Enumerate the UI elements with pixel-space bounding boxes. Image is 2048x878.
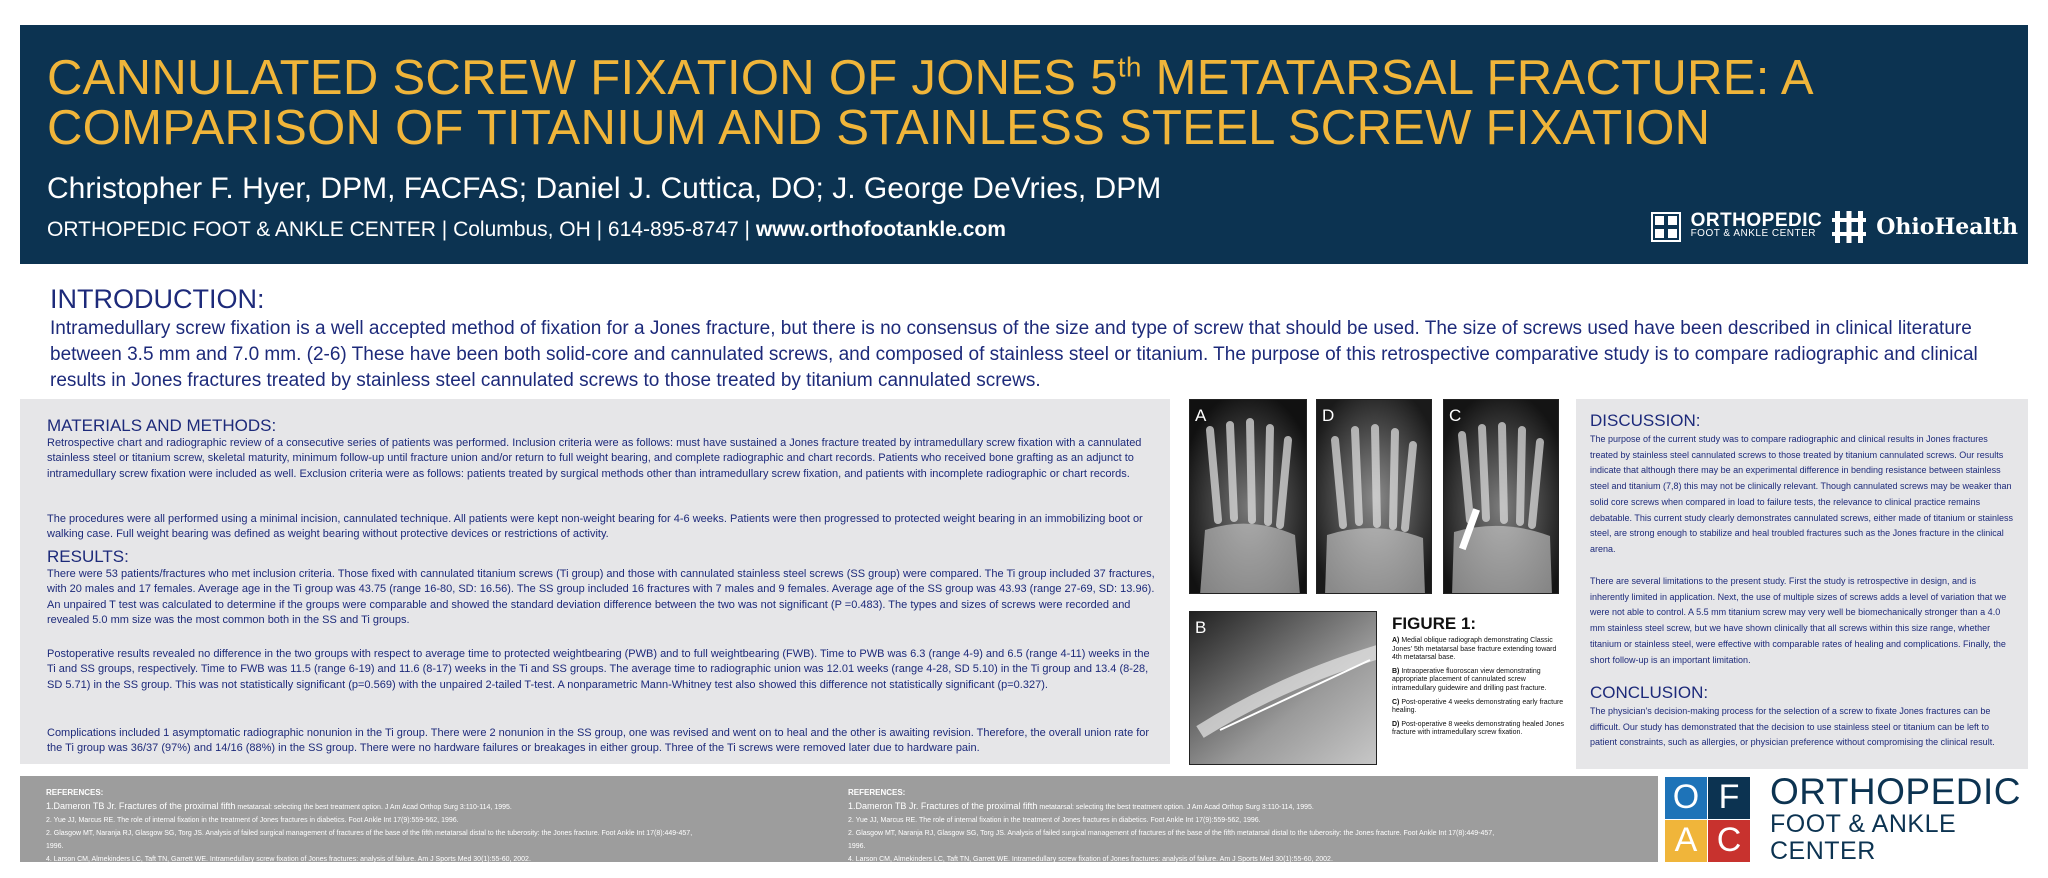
- reference-2: 2. Yue JJ, Marcus RE. The role of internal fixation in the treatment of Jones fractures in diabetics. Foot Ankle Int 17(9):559-562, 1996.: [46, 817, 459, 824]
- affiliation: [47, 218, 1006, 242]
- title-part1: CANNULATED SCREW FIXATION OF JONES 5: [47, 51, 1118, 105]
- references-column-right: [848, 788, 1638, 866]
- caption-c-text: Post-operative 4 weeks demonstrating early fracture healing.: [1392, 698, 1564, 715]
- logo-tile-f: F: [1708, 777, 1750, 819]
- affiliation-text: ORTHOPEDIC FOOT & ANKLE CENTER | Columbus, OH | 614-895-8747 |: [47, 218, 756, 241]
- reference-1-title: Fractures of the proximal fifth: [118, 801, 236, 811]
- ofac-logo-mark-icon: [1651, 212, 1681, 242]
- reference-4: 4. Larson CM, Almekinders LC, Taft TN, Garrett WE. Intramedullary screw fixation of Jones fractures: analysis of failure. Am J Sports Med 30(1):55-60, 2002.: [848, 856, 1333, 863]
- reference-4: 4. Larson CM, Almekinders LC, Taft TN, Garrett WE. Intramedullary screw fixation of Jones fractures: analysis of failure. Am J Sports Med 30(1):55-60, 2002.: [46, 856, 531, 863]
- references-heading: REFERENCES:: [46, 788, 104, 797]
- footer-logo: [1664, 771, 2034, 865]
- image-label-d: D: [1322, 406, 1335, 425]
- caption-a-text: Medial oblique radiograph demonstrating Classic Jones' 5th metatarsal base fracture extending toward 4th metatarsal base.: [1392, 637, 1557, 662]
- caption-b-key: B): [1392, 667, 1400, 675]
- reference-1: [848, 800, 1638, 814]
- caption-b: [1392, 668, 1567, 694]
- image-label-a: A: [1195, 406, 1207, 425]
- figure-caption: [1392, 614, 1567, 743]
- references-column-left: [46, 788, 836, 866]
- caption-d-text: Post-operative 8 weeks demonstrating healed Jones fracture with intramedullary screw fixation.: [1392, 720, 1564, 737]
- figure-title: FIGURE 1:: [1392, 614, 1477, 633]
- ofac-logo-text: [1690, 210, 1823, 240]
- image-label-c: C: [1449, 406, 1462, 425]
- discussion-paragraph-1: The purpose of the current study was to compare radiographic and clinical results in Jones fractures treated by stainless steel cannulated screws to those treated by titanium cannulated screws. Our results indicate that although there may be an experimental difference in bending resistance between stainless steel and titanium (7,8) this may not be clinically relevant. Though cannulated screws may be weaker than solid core screws when compared in load to failure tests, the relevance to clinical practice remains debatable. This current study clearly demonstrates cannulated screws, either made of titanium or stainless steel, are strong enough to stabilize and heal troubled fractures such as the Jones fracture in the clinical arena.: [1590, 434, 2014, 554]
- caption-a-key: A): [1392, 637, 1400, 644]
- image-label-b: B: [1195, 618, 1207, 637]
- reference-1-author: 1.Dameron TB Jr.: [848, 801, 921, 811]
- reference-1-rest: metatarsal: selecting the best treatment option. J Am Acad Orthop Surg 3:110-114, 1995.: [235, 804, 512, 811]
- ofac-tiles-icon: [1665, 777, 1750, 862]
- caption-d: [1392, 721, 1567, 738]
- header-banner: [20, 25, 2028, 264]
- ofac-logo-line1: ORTHOPEDIC: [1690, 210, 1823, 231]
- logo-tile-o: O: [1665, 777, 1707, 819]
- results-paragraph-2: Postoperative results revealed no difference in the two groups with respect to average time to protected weightbearing (PWB) and to full weightbearing (FWB). Time to PWB was 6.3 (range 4-9) and 6.5 (range 4-11) weeks in the Ti and SS groups, respectively. Time to FWB was 11.5 (range 6-19) and 11.6 (8-17) weeks in the Ti and SS groups. The average time to radiographic union was 12.01 weeks (range 4-28, SD 5.10) in the Ti group and 13.4 (8-28, SD 5.71) in the SS group. This was not statistically significant (p=0.569) with the unpaired 2-tailed T-test. A nonparametric Mann-Whitney test also showed this difference not statistically significant (p=0.327).: [47, 648, 1150, 691]
- references-heading: REFERENCES:: [848, 788, 906, 797]
- conclusion-text: The physician's decision-making process for the selection of a screw to fixate Jones fractures can be difficult. Our study has demonstrated that the decision to use stainless steel or titanium can be left to patient constraints, such as allergies, or physician preference without compromising the clinical result.: [1590, 706, 1995, 748]
- reference-3-cont: 1996.: [46, 843, 64, 850]
- methods-title: MATERIALS AND METHODS:: [47, 416, 277, 435]
- results-paragraph-1: There were 53 patients/fractures who met inclusion criteria. Those fixed with cannulated titanium screws (Ti group) and those with cannulated stainless steel screws (SS group) were compared. The Ti group included 37 fractures, with 20 males and 17 females. Average age in the Ti group was 43.75 (range 16-80, SD: 16.56). The SS group included 16 fractures with 7 males and 9 females. Average age of the SS group was 43.93 (range 27-69, SD: 13.96). An unpaired T test was calculated to determine if the groups were comparable and showed the standard deviation difference between the two was not significant (P =0.483). The types and sizes of screws were recorded and revealed 5.0 mm size was the most common both in the SS and Ti groups.: [47, 568, 1155, 626]
- footer-logo-text: [1770, 773, 2034, 865]
- references-bar: [20, 776, 1658, 862]
- intro-title: INTRODUCTION:: [50, 284, 265, 314]
- header-logos: [1651, 209, 2018, 245]
- caption-d-key: D): [1392, 720, 1400, 728]
- title-part2: METATARSAL FRACTURE: A: [1141, 51, 1814, 105]
- reference-1: [46, 800, 836, 814]
- reference-3-cont: 1996.: [848, 843, 866, 850]
- ofac-logo-line2: FOOT & ANKLE CENTER: [1690, 228, 1817, 239]
- reference-1-author: 1.Dameron TB Jr.: [46, 801, 119, 811]
- reference-3: 2. Glasgow MT, Naranja RJ, Glasgow SG, Torg JS. Analysis of failed surgical management of fractures of the base of the fifth metatarsal distal to the tuberosity: the Jones fracture. Foot Ankle Int 17(8):449-457,: [46, 830, 693, 837]
- discussion-title: DISCUSSION:: [1590, 411, 1701, 430]
- ohiohealth-logo-text: OhioHealth: [1876, 214, 2018, 240]
- authors: Christopher F. Hyer, DPM, FACFAS; Daniel J. Cuttica, DO; J. George DeVries, DPM: [47, 172, 1162, 205]
- reference-1-rest: metatarsal: selecting the best treatment option. J Am Acad Orthop Surg 3:110-114, 1995.: [1037, 804, 1314, 811]
- discussion-panel: [1576, 399, 2028, 769]
- poster-title: [47, 53, 1947, 153]
- footer-logo-line2: FOOT & ANKLE CENTER: [1770, 810, 1957, 865]
- logo-tile-a: A: [1665, 820, 1707, 862]
- caption-c-key: C): [1392, 698, 1400, 706]
- caption-c: [1392, 699, 1567, 716]
- title-line2: COMPARISON OF TITANIUM AND STAINLESS STEEL SCREW FIXATION: [47, 101, 1711, 155]
- caption-b-text: Intraoperative fluoroscan view demonstrating appropriate placement of cannulated screw intramedullary guidewire and drilling past fracture.: [1392, 667, 1547, 692]
- methods-paragraph-1: Retrospective chart and radiographic review of a consecutive series of patients was performed. Inclusion criteria were as follows: must have sustained a Jones fracture treated by intramedullary screw fixation with a cannulated stainless steel or titanium screw, skeletal maturity, minimum follow-up until fracture union and/or return to full weight bearing, and complete radiographic and chart records. Patients who received bone grafting as an adjunct to intramedullary screw fixation were included as well. Exclusion criteria were as follows: patients treated by surgical methods other than intramedullary screw fixation, and patients with incomplete radiographic or chart records.: [47, 437, 1142, 480]
- intro-text: Intramedullary screw fixation is a well accepted method of fixation for a Jones fracture, but there is no consensus of the size and type of screw that should be used. The size of screws used have been described in clinical literature between 3.5 mm and 7.0 mm. (2-6) These have been both solid-core and cannulated screws, and composed of stainless steel or titanium. The purpose of this retrospective comparative study is to compare radiographic and clinical results in Jones fractures treated by stainless steel cannulated screws to those treated by titanium cannulated screws.: [50, 318, 1978, 391]
- title-superscript: th: [1117, 51, 1142, 83]
- results-paragraph-3: Complications included 1 asymptomatic radiographic nonunion in the Ti group. There were 2 nonunion in the SS group, one was revised and went on to heal and the other is awaiting revision. Therefore, the overall union rate for the Ti group was 36/37 (97%) and 14/16 (88%) in the SS group. There were no hardware failures or breakages in either group. Three of the Ti screws were removed later due to hardware pain.: [47, 727, 1150, 755]
- logo-tile-c: C: [1708, 820, 1750, 862]
- methods-paragraph-2: The procedures were all performed using a minimal incision, cannulated technique. All patients were kept non-weight bearing for 4-6 weeks. Patients were then progressed to protected weight bearing in an immobilizing boot or walking case. Full weight bearing was defined as weight bearing without protective devices or restrictions of activity.: [47, 513, 1143, 541]
- reference-2: 2. Yue JJ, Marcus RE. The role of internal fixation in the treatment of Jones fractures in diabetics. Foot Ankle Int 17(9):559-562, 1996.: [848, 817, 1261, 824]
- xray-image-c: [1443, 399, 1559, 594]
- caption-a: [1392, 637, 1567, 663]
- footer-logo-line1: ORTHOPEDIC: [1770, 771, 2022, 812]
- xray-image-d: [1316, 399, 1432, 594]
- conclusion-title: CONCLUSION:: [1590, 683, 1709, 702]
- ohiohealth-mark-icon: [1832, 209, 1866, 245]
- reference-1-title: Fractures of the proximal fifth: [920, 801, 1038, 811]
- reference-3: 2. Glasgow MT, Naranja RJ, Glasgow SG, Torg JS. Analysis of failed surgical management of fractures of the base of the fifth metatarsal distal to the tuberosity: the Jones fracture. Foot Ankle Int 17(8):449-457,: [848, 830, 1495, 837]
- xray-image-b: [1189, 611, 1377, 765]
- website-link[interactable]: www.orthofootankle.com: [755, 218, 1006, 241]
- results-title: RESULTS:: [47, 547, 129, 566]
- methods-results-panel: [20, 399, 1170, 764]
- xray-image-a: [1189, 399, 1307, 594]
- discussion-paragraph-2: There are several limitations to the present study. First the study is retrospective in design, and is inherently limited in application. Next, the use of multiple sizes of screws adds a level of variation that we were not able to control. A 5.5 mm titanium screw may very well be biomechanically stronger than a 4.0 mm stainless steel screw, but we have shown clinically that all screws within this size range, whether titanium or stainless steel, were effective with comparable rates of healing and complications. Finally, the short follow-up is an important limitation.: [1590, 576, 2007, 665]
